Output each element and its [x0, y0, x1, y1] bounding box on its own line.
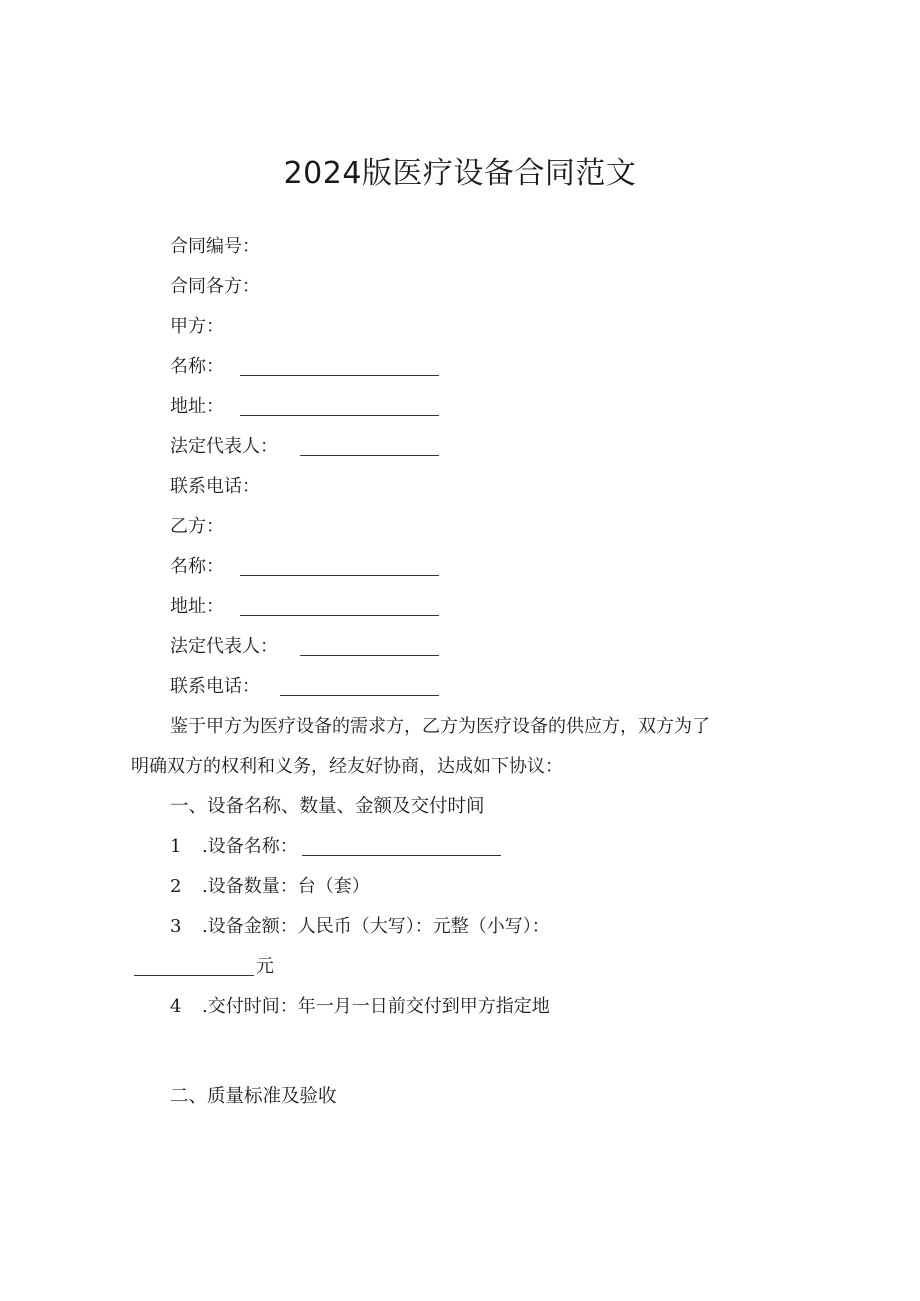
- party-b-legal-rep-blank: [300, 655, 439, 656]
- item-4-text: .交付时间：年一月一日前交付到甲方指定地: [202, 996, 550, 1017]
- party-b-address-blank: [240, 615, 439, 616]
- party-b-phone-label: 联系电话：: [170, 676, 260, 697]
- preamble-line-2: 明确双方的权利和义务，经友好协商，达成如下协议：: [131, 756, 563, 777]
- contract-number-label: 合同编号：: [170, 236, 260, 257]
- party-a-phone-label: 联系电话：: [170, 476, 260, 497]
- item-2-number: 2: [170, 876, 182, 897]
- party-a-legal-rep-label: 法定代表人：: [170, 436, 278, 457]
- party-b-name-label: 名称：: [170, 556, 224, 577]
- party-a-address-blank: [240, 415, 439, 416]
- item-4-number: 4: [170, 996, 182, 1017]
- item-1-number: 1: [170, 836, 182, 857]
- party-b-heading: 乙方：: [170, 516, 224, 537]
- amount-unit: 元: [256, 956, 274, 977]
- parties-label: 合同各方：: [170, 276, 260, 297]
- section-1-item-1: [170, 834, 298, 860]
- item-2-text: .设备数量：台（套）: [202, 876, 370, 897]
- party-a-legal-rep-blank: [300, 455, 439, 456]
- item-3-text: .设备金额：人民币（大写）：元整（小写）：: [202, 916, 550, 937]
- amount-lowercase-blank: [134, 975, 254, 976]
- equipment-name-blank: [302, 855, 501, 856]
- party-b-address-label: 地址：: [170, 596, 224, 617]
- party-b-name-blank: [240, 575, 439, 576]
- party-b-phone-blank: [280, 695, 439, 696]
- party-a-name-blank: [240, 375, 439, 376]
- section-1-item-3: [170, 914, 550, 940]
- item-3-number: 3: [170, 916, 182, 937]
- section-1-heading: 一、设备名称、数量、金额及交付时间: [170, 796, 485, 817]
- party-a-address-label: 地址：: [170, 396, 224, 417]
- section-2-heading: 二、质量标准及验收: [170, 1086, 337, 1107]
- party-b-legal-rep-label: 法定代表人：: [170, 636, 278, 657]
- item-1-text: .设备名称：: [202, 836, 298, 857]
- section-1-item-4: [170, 994, 550, 1020]
- preamble-line-1: 鉴于甲方为医疗设备的需求方，乙方为医疗设备的供应方，双方为了: [170, 716, 710, 737]
- section-1-item-2: [170, 874, 370, 900]
- document-title: 2024版医疗设备合同范文: [283, 156, 637, 191]
- party-a-heading: 甲方：: [170, 316, 224, 337]
- party-a-name-label: 名称：: [170, 356, 224, 377]
